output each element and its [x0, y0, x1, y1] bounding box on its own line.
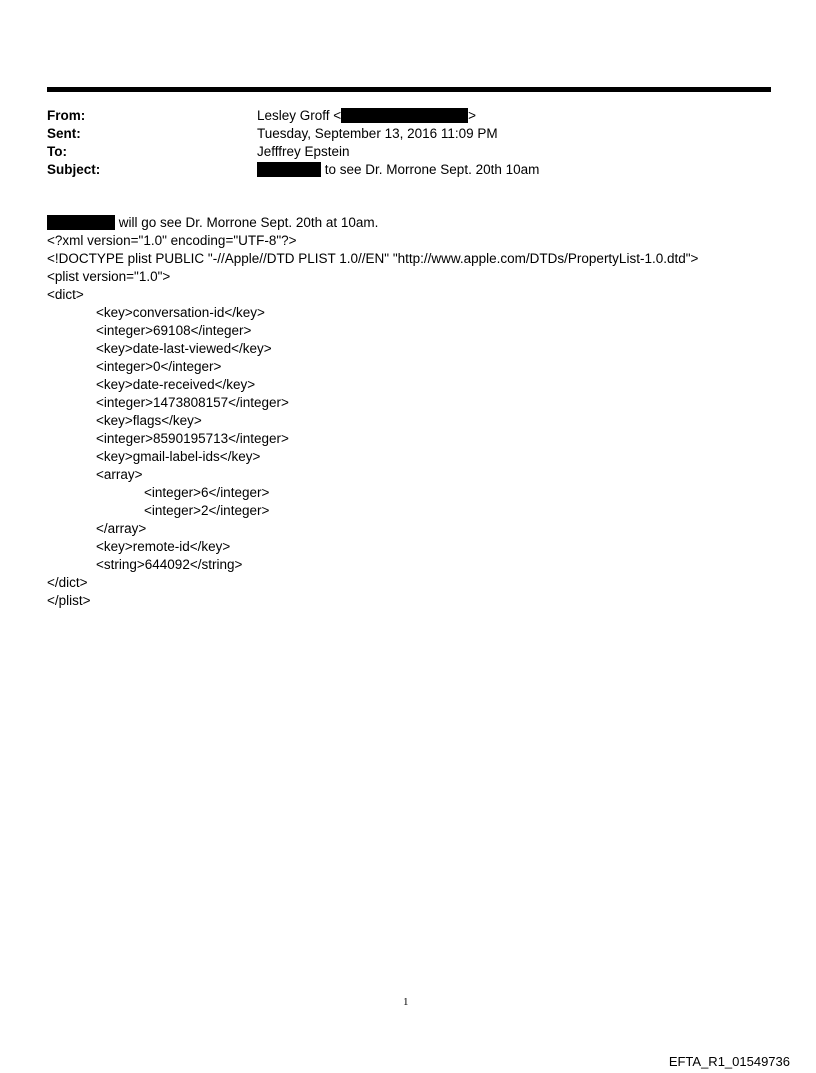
subject-value: to see Dr. Morrone Sept. 20th 10am [321, 162, 540, 177]
to-value: Jefffrey Epstein [257, 144, 350, 159]
body-line: <integer>6</integer> [144, 485, 270, 500]
redaction-block [341, 108, 468, 123]
body-line: </dict> [47, 575, 88, 590]
body-line: <key>conversation-id</key> [96, 305, 265, 320]
body-line: <integer>1473808157</integer> [96, 395, 289, 410]
body-line: <plist version="1.0"> [47, 269, 171, 284]
body-line: <integer>0</integer> [96, 359, 222, 374]
body-line: <string>644092</string> [96, 557, 243, 572]
from-close: > [468, 108, 477, 123]
to-label: To: [47, 144, 67, 159]
body-line: <key>date-received</key> [96, 377, 256, 392]
body-line: </array> [96, 521, 147, 536]
body-first-line-text: will go see Dr. Morrone Sept. 20th at 10am. [115, 215, 379, 230]
sent-value: Tuesday, September 13, 2016 11:09 PM [257, 126, 498, 141]
subject-label: Subject: [47, 162, 101, 177]
from-value [257, 107, 476, 125]
redaction-block [257, 162, 321, 177]
body-line: <!DOCTYPE plist PUBLIC "-//Apple//DTD PLIST 1.0//EN" "http://www.apple.com/DTDs/PropertyList-1.0.dtd"> [47, 251, 699, 266]
body-line: <integer>8590195713</integer> [96, 431, 289, 446]
body-first-line [47, 214, 698, 232]
body-line: <key>date-last-viewed</key> [96, 341, 272, 356]
body-line: <array> [96, 467, 143, 482]
body-line: <dict> [47, 287, 84, 302]
subject-value-wrap [257, 161, 539, 179]
body-line: <?xml version="1.0" encoding="UTF-8"?> [47, 233, 297, 248]
body-line: <key>gmail-label-ids</key> [96, 449, 261, 464]
body-line: <key>remote-id</key> [96, 539, 231, 554]
header-rule [47, 87, 771, 92]
body-line: <key>flags</key> [96, 413, 202, 428]
message-body [47, 214, 698, 610]
body-line: <integer>2</integer> [144, 503, 270, 518]
from-label: From: [47, 108, 86, 123]
sent-label: Sent: [47, 126, 81, 141]
from-name: Lesley Groff < [257, 108, 342, 123]
body-line: </plist> [47, 593, 91, 608]
redaction-block [47, 215, 115, 230]
page-number: 1 [403, 996, 409, 1008]
document-id: EFTA_R1_01549736 [668, 1054, 790, 1069]
body-line: <integer>69108</integer> [96, 323, 252, 338]
